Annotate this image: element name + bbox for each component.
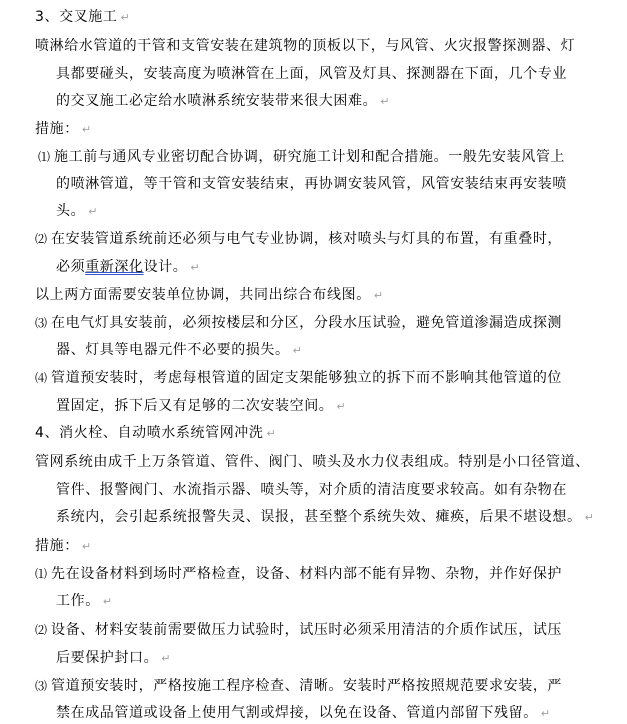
list-item-cont [56,201,98,222]
text-run: 置固定，拆下后又有足够的二次安装空间。 [56,398,334,414]
paragraph-line: 管网系统由成千上万条管道、管件、阀门、喷头及水力仪表组成。特别是小口径管道、 [35,454,590,470]
spellcheck-underline: 重新深化 [85,259,144,275]
text-run: ⑴ [35,567,48,581]
text-run: 必须 [56,259,86,275]
measures-label [35,119,92,140]
list-item-cont [56,648,171,669]
paragraph-mark-icon: ↵ [161,652,172,665]
text-run: 3、交叉施工 [35,9,118,25]
text-run: 后要保护封口。 [56,650,159,666]
paragraph-mark-icon: ↵ [102,595,113,608]
paragraph-mark-icon: ↵ [120,11,131,24]
list-item-cont [56,396,346,417]
list-item-cont [56,340,302,361]
list-item-cont: 的喷淋管道，等干管和支管安装结束，再协调安装风管，风管安装结束再安装喷 [56,176,567,192]
list-item-cont [56,703,551,724]
paragraph-mark-icon: ↵ [380,95,391,108]
text-run: ⑷ [35,371,48,385]
list-item [35,676,562,696]
text-run: 禁在成品管道或设备上使用气割或焊接，以免在设备、管道内部留下残留。 [56,705,538,721]
text-run: 在安装管道系统前还必须与电气专业协调，核对喷头与灯具的布置，有重叠时， [51,231,563,247]
text-run: 器、灯具等电器元件不必要的损失。 [56,342,290,358]
paragraph-mark-icon: ↵ [373,289,384,302]
paragraph-mark-icon: ↵ [190,261,201,274]
paragraph-line: 管件、报警阀门、水流指示器、喷头等，对介质的清洁度要求较高。如有杂物在 [56,482,567,498]
text-run: 措施： [35,538,79,554]
list-item [35,229,562,249]
paragraph-line [56,507,594,528]
list-item [35,368,562,388]
list-item-cont [56,591,113,612]
paragraph-mark-icon: ↵ [266,427,277,440]
paragraph-mark-icon: ↵ [336,400,347,413]
text-run: 管道预安装时，严格按施工程序检查、清晰。安装时严格按照规范要求安装，严 [51,678,563,694]
text-run: 措施： [35,121,79,137]
text-run: 管道预安装时，考虑每根管道的固定支架能够独立的拆下而不影响其他管道的位 [51,370,563,386]
list-item-cont [56,257,200,278]
text-run: ⑴ [38,150,51,164]
measures-label [35,536,92,557]
paragraph-mark-icon: ↵ [81,540,92,553]
paragraph-mark-icon: ↵ [81,123,92,136]
section-heading [35,7,130,28]
paragraph-line: 具都要碰头，安装高度为喷淋管在上面，风管及灯具、探测器在下面，几个专业 [56,66,567,82]
text-run: ⑶ [35,679,48,693]
text-run: 设计。 [143,259,188,275]
list-item [38,147,565,167]
text-run: 先在设备材料到场时严格检查，设备、材料内部不能有异物、杂物，并作好保护 [51,566,563,582]
text-run: ⑶ [35,316,48,330]
text-run: 4、消火栓、自动喷水系统管网冲洗 [35,425,264,441]
paragraph-mark-icon: ↵ [292,344,303,357]
list-item [35,564,562,584]
list-item [35,313,562,333]
text-run: 在电气灯具安装前，必须按楼层和分区，分段水压试验，避免管道渗漏造成探测 [51,315,563,331]
list-item [35,620,562,640]
paragraph-mark-icon: ↵ [584,511,595,524]
section-heading [35,423,276,444]
text-run: ⑵ [35,623,48,637]
text-run: 头。 [56,203,86,219]
text-run: ⑵ [35,232,48,246]
paragraph-mark-icon: ↵ [540,707,551,720]
text-run: 以上两方面需要安装单位协调，共同出综合布线图。 [35,287,371,303]
text-run: 设备、材料安装前需要做压力试验时，试压时必须采用清洁的介质作试压，试压 [51,622,563,638]
text-run: 的交叉施工必定给水喷淋系统安装带来很大困难。 [56,93,378,109]
paragraph-line: 喷淋给水管道的干管和支管安装在建筑物的顶板以下，与风管、火灾报警探测器、灯 [35,38,576,54]
summary-text [35,285,384,306]
text-run: 系统内，会引起系统报警失灵、误报，甚至整个系统失效、瘫痪，后果不堪设想。 [56,509,582,525]
paragraph-mark-icon: ↵ [88,205,99,218]
paragraph-line [56,91,390,112]
text-run: 施工前与通风专业密切配合协调，研究施工计划和配合措施。一般先安装风管上 [54,149,566,165]
text-run: 工作。 [56,593,100,609]
